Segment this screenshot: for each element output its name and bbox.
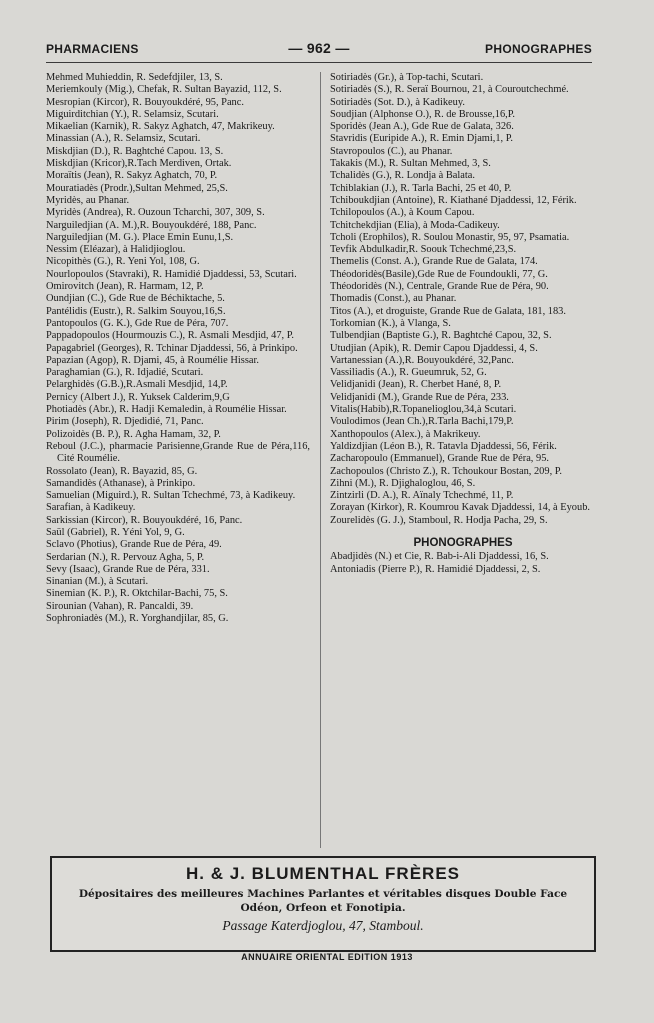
page-footer: ANNUAIRE ORIENTAL EDITION 1913 [241, 952, 413, 962]
directory-entry: Minassian (A.), R. Selamsiz, Scutari. [46, 133, 201, 145]
directory-entry: Utudjian (Apik), R. Demir Capou Djaddessi, 4, S. [330, 342, 538, 354]
directory-entry: Miguirditchian (Y.), R. Selamsiz, Scutari. [46, 108, 219, 120]
directory-entry: Zintzirli (D. A.), R. Aïnaly Tchechmé, 11, P. [330, 490, 514, 502]
directory-entry: Théodoridès (N.), Centrale, Grande Rue de Péra, 90. [330, 281, 549, 293]
directory-entry: Vitalis(Habib),R.Topanelioglou,34,à Scutari. [330, 404, 517, 416]
advert-title: H. & J. BLUMENTHAL FRÈRES [185, 864, 461, 883]
directory-entry: Sinanian (M.), à Scutari. [46, 576, 149, 588]
directory-entry: Sotiriadès (S.), R. Seraï Bournou, 21, à Couroutchechmé. [330, 84, 569, 96]
directory-entry: Narguiledjian (A. M.),R. Bouyoukdéré, 188, Panc. [46, 219, 257, 231]
page-header [46, 42, 592, 58]
directory-entry: Xanthopoulos (Alex.), à Makrikeuy. [330, 428, 481, 440]
directory-entry: Sotiriadès (Sot. D.), à Kadikeuy. [330, 96, 465, 108]
directory-entry: Papazian (Agop), R. Djami, 45, à Roumélie Hissar. [46, 354, 259, 366]
directory-entry: Stavropoulos (C.), au Phanar. [330, 145, 453, 157]
directory-entry: Tcholi (Erophilos), R. Soulou Monastir, 95, 97, Psamatia. [330, 231, 570, 243]
directory-entry: Sporidès (Jean A.), Gde Rue de Galata, 326. [330, 121, 514, 133]
directory-entry: Pernicy (Albert J.), R. Yuksek Calderim,9,G [46, 391, 230, 403]
right-column [330, 72, 596, 576]
directory-entry: Myridès, au Phanar. [46, 194, 130, 206]
directory-entry: Yaldizdjian (Léon B.), R. Tatavla Djaddessi, 56, Férik. [330, 440, 557, 452]
directory-entry: Reboul (J.C.), pharmacie Parisienne,Grande Rue de Péra,116, Cité Roumélie. [46, 440, 310, 465]
directory-entry: Zachopoulos (Christo Z.), R. Tchoukour Bostan, 209, P. [330, 465, 562, 477]
directory-entry: Voulodimos (Jean Ch.),R.Tarla Bachi,179,P. [330, 416, 514, 428]
header-rule [46, 62, 592, 63]
directory-entry: Théodoridès(Basile),Gde Rue de Foundoukli, 77, G. [330, 268, 548, 280]
directory-entry: Sophroniadès (M.), R. Yorghandjilar, 85, G. [46, 613, 229, 625]
directory-entry: Zorayan (Kirkor), R. Koumrou Kavak Djaddessi, 14, à Eyoub. [330, 502, 590, 514]
directory-entry: Takakis (M.), R. Sultan Mehmed, 3, S. [330, 158, 491, 170]
directory-entry: Omirovitch (Jean), R. Harmam, 12, P. [46, 281, 204, 293]
directory-entry: Tchalidès (G.), R. Londja à Balata. [330, 170, 475, 182]
directory-entry: Myridès (Andrea), R. Ouzoun Tcharchi, 307, 309, S. [46, 207, 265, 219]
directory-entry: Tchilopoulos (A.), à Koum Capou. [330, 207, 475, 219]
directory-entry: Sirounian (Vahan), R. Pancaldi, 39. [46, 600, 194, 612]
directory-entry: Papagabriel (Georges), R. Tchinar Djaddessi, 56, à Prinkipo. [46, 342, 298, 354]
directory-entry: Sarafian, à Kadikeuy. [46, 502, 136, 514]
directory-entry: Saül (Gabriel), R. Yéni Yol, 9, G. [46, 526, 185, 538]
directory-entry: Rossolato (Jean), R. Bayazid, 85, G. [46, 465, 198, 477]
directory-entry: Oundjian (C.), Gde Rue de Béchiktache, 5. [46, 293, 225, 305]
directory-entry: Tchiboukdjian (Antoine), R. Kiathané Djaddessi, 12, Férik. [330, 194, 577, 206]
directory-entry: Soudjian (Alphonse O.), R. de Brousse,16,P. [330, 108, 516, 120]
advert-address: Passage Katerdjoglou, 47, Stamboul. [222, 918, 424, 933]
directory-entry: Tchitchekdjian (Elia), à Moda-Cadikeuy. [330, 219, 500, 231]
directory-entry: Miskdjian (Kricor),R.Tach Merdiven, Ortak. [46, 158, 232, 170]
directory-entry: Zacharopoulo (Emmanuel), Grande Rue de Péra, 95. [330, 453, 549, 465]
phonographes-entries [330, 551, 596, 576]
directory-entry: Pappadopoulos (Hourmouzis C.), R. Asmali Mesdjid, 47, P. [46, 330, 294, 342]
directory-entry: Sarkissian (Kircor), R. Bouyoukdéré, 16, Panc. [46, 514, 243, 526]
directory-entry: Vassiliadis (A.), R. Gueumruk, 52, G. [330, 367, 487, 379]
directory-entry: Meriemkouly (Mig.), Chefak, R. Sultan Bayazid, 112, S. [46, 84, 282, 96]
directory-entry: Sclavo (Photius), Grande Rue de Péra, 49. [46, 539, 222, 551]
left-column [46, 72, 310, 625]
directory-entry: Tchiblakian (J.), R. Tarla Bachi, 25 et 40, P. [330, 182, 512, 194]
page-number: — 962 — [288, 40, 350, 56]
phonographes-heading: PHONOGRAPHES [413, 536, 513, 549]
directory-entry: Miskdjian (D.), R. Baghtché Capou. 13, S. [46, 145, 224, 157]
directory-entry: Themelis (Const. A.), Grande Rue de Galata, 174. [330, 256, 538, 268]
directory-entry: Mehmed Muhieddin, R. Sedefdjiler, 13, S. [46, 72, 223, 83]
directory-entry: Photiadès (Abr.), R. Hadji Kemaledin, à Roumélie Hissar. [46, 404, 287, 416]
header-section-right: PHONOGRAPHES [485, 42, 592, 56]
pharmacist-entries-right [330, 72, 596, 527]
directory-entry: Torkomian (K.), à Vlanga, S. [330, 317, 451, 329]
directory-entry: Paraghamian (G.), R. Idjadié, Scutari. [46, 367, 204, 379]
directory-entry: Tulbendjian (Baptiste G.), R. Baghtché Capou, 32, S. [330, 330, 552, 342]
directory-entry: Antoniadis (Pierre P.), R. Hamidié Djaddessi, 2, S. [330, 563, 541, 575]
column-divider [320, 72, 321, 848]
header-section-left: PHARMACIENS [46, 42, 139, 56]
directory-entry: Polizoidès (B. P.), R. Agha Hamam, 32, P. [46, 428, 221, 440]
directory-entry: Mikaelian (Karnik), R. Sakyz Aghatch, 47, Makrikeuy. [46, 121, 275, 133]
directory-entry: Moraïtis (Jean), R. Sakyz Aghatch, 70, P. [46, 170, 218, 182]
directory-entry: Narguiledjian (M. G.). Place Emin Eunu,1,S. [46, 231, 234, 243]
directory-entry: Serdarian (N.), R. Pervouz Agha, 5, P. [46, 551, 205, 563]
directory-entry: Thomadis (Const.), au Phanar. [330, 293, 457, 305]
directory-entry: Samandidès (Athanase), à Prinkipo. [46, 477, 196, 489]
directory-entry: Nessim (Eléazar), à Halidjioglou. [46, 244, 186, 256]
directory-entry: Abadjidès (N.) et Cie, R. Bab-i-Ali Djaddessi, 16, S. [330, 551, 549, 563]
advert-description: Dépositaires des meilleures Machines Parlantes et véritables disques Double Face Odéon, Orfeon et Fonotipia. [78, 888, 568, 914]
directory-entry: Vartanessian (A.),R. Bouyoukdéré, 32,Panc. [330, 354, 514, 366]
directory-entry: Velidjanidi (Jean), R. Cherbet Hané, 8, P. [330, 379, 502, 391]
directory-entry: Mesropian (Kircor), R. Bouyoukdéré, 95, Panc. [46, 96, 244, 108]
directory-entry: Pantélidis (Eustr.), R. Salkim Souyou,16,S. [46, 305, 226, 317]
directory-entry: Titos (A.), et droguiste, Grande Rue de Galata, 181, 183. [330, 305, 566, 317]
directory-entry: Velidjanidi (M.), Grande Rue de Péra, 233. [330, 391, 509, 403]
directory-entry: Stavridis (Euripide A.), R. Emin Djami,1, P. [330, 133, 513, 145]
directory-entry: Samuelian (Miguird.), R. Sultan Tchechmé, 73, à Kadikeuy. [46, 490, 296, 502]
directory-entry: Mouratiadès (Prodr.),Sultan Mehmed, 25,S. [46, 182, 228, 194]
directory-entry: Nicopithès (G.), R. Yeni Yol, 108, G. [46, 256, 200, 268]
directory-entry: Pantopoulos (G. K.), Gde Rue de Péra, 707. [46, 317, 229, 329]
directory-entry: Zihni (M.), R. Djighaloglou, 46, S. [330, 477, 476, 489]
directory-entry: Sinemian (K. P.), R. Oktchilar-Bachi, 75, S. [46, 588, 228, 600]
directory-entry: Nourlopoulos (Stavraki), R. Hamidié Djaddessi, 53, Scutari. [46, 268, 297, 280]
directory-entry: Zourelidès (G. J.), Stamboul, R. Hodja Pacha, 29, S. [330, 514, 548, 526]
directory-entry: Sevy (Isaac), Grande Rue de Péra, 331. [46, 563, 210, 575]
blumenthal-advertisement [50, 856, 596, 952]
directory-entry: Pelarghidès (G.B.),R.Asmali Mesdjid, 14,P. [46, 379, 228, 391]
directory-entry: Sotiriadès (Gr.), à Top-tachi, Scutari. [330, 72, 484, 83]
directory-entry: Tevfik Abdulkadir,R. Soouk Tchechmé,23,S. [330, 244, 517, 256]
directory-entry: Pirim (Joseph), R. Djedidié, 71, Panc. [46, 416, 204, 428]
